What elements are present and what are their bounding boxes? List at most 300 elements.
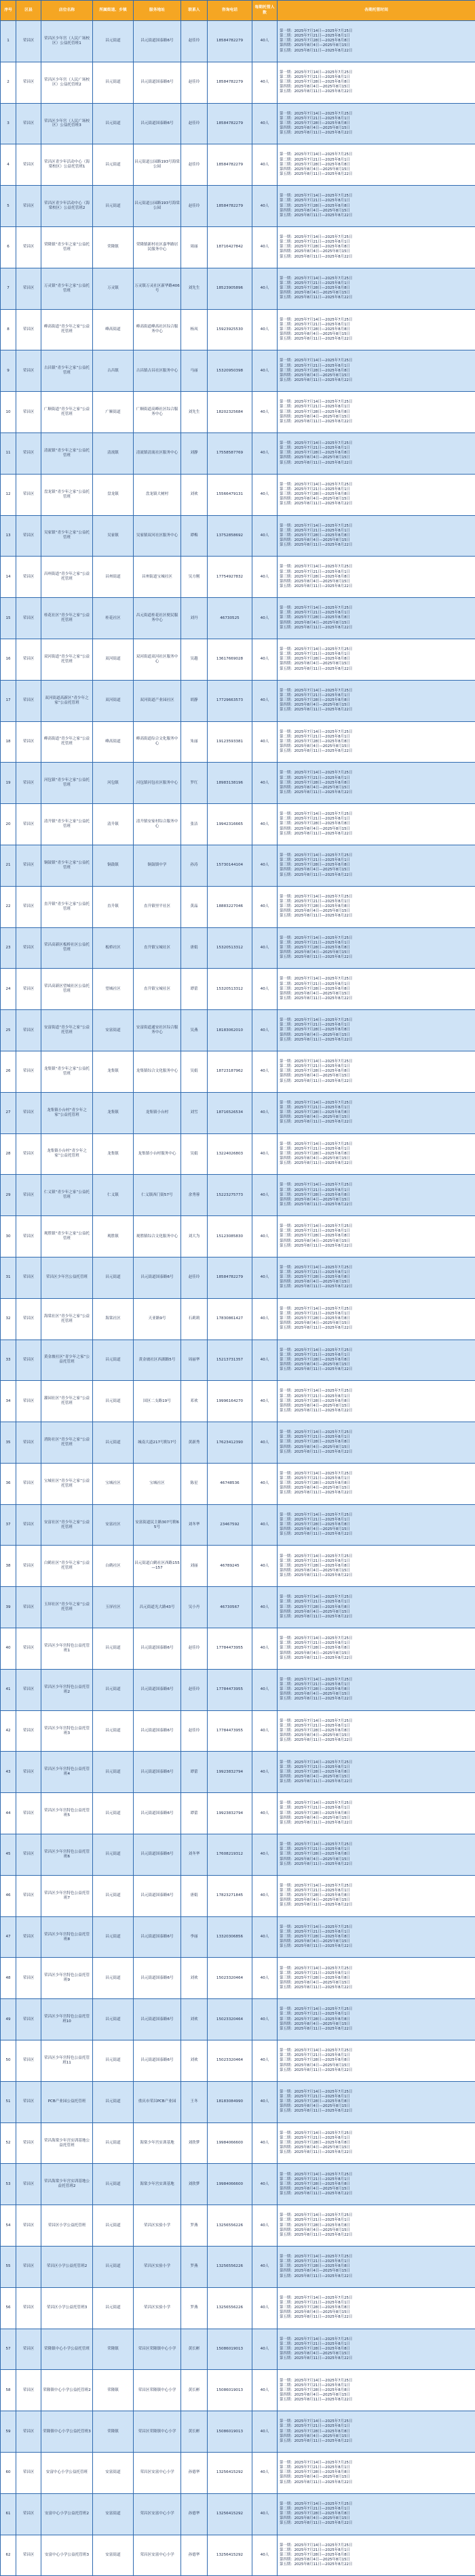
schedule-period: 第四期：2025年8月4日—2025年8月15日 [280, 2310, 474, 2315]
schedule-period: 第四期：2025年8月4日—2025年8月15日 [280, 1651, 474, 1656]
schedule-period: 第一期：2025年7月14日—2025年7月25日 [280, 1266, 474, 1270]
schedule-period: 第五期：2025年8月11日—2025年8月22日 [280, 1903, 474, 1908]
schedule-period: 第四期：2025年8月4日—2025年8月15日 [280, 1404, 474, 1409]
schedule-period: 第二期：2025年7月21日—2025年8月1日 [280, 1724, 474, 1729]
schedule-period: 第五期：2025年8月11日—2025年8月22日 [280, 255, 474, 260]
cell-street: 昌元街道 [93, 1916, 134, 1958]
schedule-period: 第二期：2025年7月21日—2025年8月1日 [280, 2466, 474, 2470]
cell-no: 20 [1, 804, 16, 845]
cell-schedule [278, 1216, 475, 1257]
schedule-period: 第二期：2025年7月21日—2025年8月1日 [280, 1518, 474, 1523]
cell-district: 荣昌区 [16, 21, 41, 62]
cell-site-name: 万灵镇“青少年之家”公益托管班 [41, 268, 93, 309]
cell-capacity: 40人 [252, 969, 278, 1010]
cell-phone: 17754927832 [208, 557, 252, 598]
schedule-period: 第二期：2025年7月21日—2025年8月1日 [280, 735, 474, 740]
schedule-period: 第四期：2025年8月4日—2025年8月15日 [280, 2187, 474, 2192]
schedule-period: 第一期：2025年7月14日—2025年7月25日 [280, 1060, 474, 1064]
cell-contact: 黄长彬 [181, 2329, 208, 2370]
schedule-period: 第五期：2025年8月11日—2025年8月22日 [280, 1285, 474, 1289]
schedule-period: 第三期：2025年7月28日—2025年8月8日 [280, 2141, 474, 2146]
cell-site-name: 荣隆镇中心小学公益托管班3 [41, 2411, 93, 2453]
schedule-period: 第一期：2025年7月14日—2025年7月25日 [280, 2419, 474, 2424]
schedule-period: 第二期：2025年7月21日—2025年8月1日 [280, 1394, 474, 1399]
cell-contact: 刘丽 [181, 1546, 208, 1587]
cell-no: 40 [1, 1628, 16, 1670]
cell-no: 54 [1, 2205, 16, 2247]
cell-street: 昌元街道 [93, 103, 134, 144]
cell-street: 荣隆镇 [93, 2329, 134, 2370]
schedule-period: 第五期：2025年8月11日—2025年8月22日 [280, 997, 474, 1001]
schedule-period: 第四期：2025年8月4日—2025年8月15日 [280, 1569, 474, 1573]
schedule-period: 第五期：2025年8月11日—2025年8月22日 [280, 1532, 474, 1537]
cell-capacity: 40人 [252, 1216, 278, 1257]
cell-district: 荣昌区 [16, 62, 41, 103]
cell-schedule [278, 2205, 475, 2247]
cell-schedule [278, 2122, 475, 2164]
schedule-period: 第四期：2025年8月4日—2025年8月15日 [280, 1527, 474, 1532]
cell-schedule [278, 639, 475, 680]
table-row [1, 1669, 475, 1710]
cell-street: 昌元街道 [93, 2081, 134, 2122]
cell-phone: 19984066600 [208, 2164, 252, 2205]
cell-street: 安富街道 [93, 2493, 134, 2535]
cell-site-name: 荣昌区青少年活动中心（海棠校区）公益托管班2 [41, 186, 93, 227]
schedule-period: 第三期：2025年7月28日—2025年8月8日 [280, 1935, 474, 1939]
schedule-period: 第三期：2025年7月28日—2025年8月8日 [280, 2430, 474, 2434]
cell-no: 12 [1, 474, 16, 515]
cell-no: 13 [1, 515, 16, 557]
schedule-period: 第二期：2025年7月21日—2025年8月1日 [280, 2012, 474, 2017]
cell-district: 荣昌区 [16, 1340, 41, 1381]
schedule-period: 第二期：2025年7月21日—2025年8月1日 [280, 1889, 474, 1893]
cell-address: 昌元街道白鹤社区西路155—157 [134, 1546, 181, 1587]
schedule-period: 第三期：2025年7月28日—2025年8月8日 [280, 1275, 474, 1280]
schedule-period: 第二期：2025年7月21日—2025年8月1日 [280, 982, 474, 987]
schedule-period: 第五期：2025年8月11日—2025年8月22日 [280, 2521, 474, 2526]
cell-site-name: 荣昌区少年宫（人民广场校区）公益托管班1 [41, 21, 93, 62]
schedule-period: 第四期：2025年8月4日—2025年8月15日 [280, 1939, 474, 1944]
schedule-period: 第一期：2025年7月14日—2025年7月25日 [280, 565, 474, 569]
cell-district: 荣昌区 [16, 309, 41, 350]
schedule-period: 第五期：2025年8月11日—2025年8月22日 [280, 2315, 474, 2320]
cell-contact: 罗燕 [181, 2247, 208, 2288]
cell-address: 昌元街道国泰路6号 [134, 1257, 181, 1298]
schedule-period: 第三期：2025年7月28日—2025年8月8日 [280, 1976, 474, 1981]
cell-no: 52 [1, 2122, 16, 2164]
cell-phone: 18523905896 [208, 268, 252, 309]
table-row [1, 1133, 475, 1175]
cell-schedule [278, 2081, 475, 2122]
cell-address: 峰高街道峰高社区综合服务中心 [134, 309, 181, 350]
table-row [1, 2493, 475, 2535]
cell-capacity: 40人 [252, 2122, 278, 2164]
schedule-period: 第一期：2025年7月14日—2025年7月25日 [280, 1183, 474, 1188]
cell-no: 28 [1, 1133, 16, 1175]
schedule-period: 第一期：2025年7月14日—2025年7月25日 [280, 277, 474, 281]
cell-schedule [278, 62, 475, 103]
cell-schedule [278, 1999, 475, 2040]
table-row [1, 1092, 475, 1133]
cell-address: 天亚路9号 [134, 1298, 181, 1340]
table-row [1, 2205, 475, 2247]
schedule-period: 第二期：2025年7月21日—2025年8月1日 [280, 34, 474, 39]
cell-street: 仁义镇 [93, 1175, 134, 1216]
cell-address: 仁义镇西门街57号 [134, 1175, 181, 1216]
cell-contact: 刘先生 [181, 268, 208, 309]
cell-address: 广顺街道高峰社区综合服务中心 [134, 392, 181, 433]
cell-phone: 18183062010 [208, 1010, 252, 1051]
table-row [1, 2164, 475, 2205]
cell-contact: 唐娟 [181, 1875, 208, 1916]
cell-capacity: 40人 [252, 2535, 278, 2576]
cell-address: 昌元街道国泰路6号 [134, 1916, 181, 1958]
cell-address: 昌元街道国泰路6号 [134, 1999, 181, 2040]
schedule-period: 第二期：2025年7月21日—2025年8月1日 [280, 693, 474, 698]
cell-address: 双河街道产业园社区 [134, 680, 181, 721]
table-row [1, 1958, 475, 1999]
schedule-period: 第一期：2025年7月14日—2025年7月25日 [280, 1843, 474, 1847]
cell-district: 荣昌区 [16, 2122, 41, 2164]
cell-phone: 18723187962 [208, 1051, 252, 1092]
cell-site-name: 荣昌高新区板桥社区公益托管班 [41, 927, 93, 969]
schedule-period: 第二期：2025年7月21日—2025年8月1日 [280, 2177, 474, 2182]
schedule-period: 第一期：2025年7月14日—2025年7月25日 [280, 1513, 474, 1518]
cell-capacity: 40人 [252, 1669, 278, 1710]
cell-no: 50 [1, 2040, 16, 2082]
table-row [1, 927, 475, 969]
schedule-period: 第二期：2025年7月21日—2025年8月1日 [280, 487, 474, 492]
cell-schedule [278, 268, 475, 309]
schedule-period: 第三期：2025年7月28日—2025年8月8日 [280, 451, 474, 456]
schedule-period: 第一期：2025年7月14日—2025年7月25日 [280, 400, 474, 405]
cell-site-name: 古昌镇“青少年之家”公益托管班 [41, 350, 93, 392]
cell-street: 昌元街道 [93, 2287, 134, 2329]
cell-phone: 17623412390 [208, 1422, 252, 1464]
cell-contact: 赵佳玲 [181, 1669, 208, 1710]
schedule-period: 第一期：2025年7月14日—2025年7月25日 [280, 1348, 474, 1353]
cell-address: 昌元街道公园路193号海棠公园 [134, 186, 181, 227]
schedule-period: 第一期：2025年7月14日—2025年7月25日 [280, 1801, 474, 1806]
cell-site-name: 昌州街道“青少年之家”公益托管班 [41, 557, 93, 598]
schedule-period: 第二期：2025年7月21日—2025年8月1日 [280, 2301, 474, 2306]
cell-street: 昌元街道 [93, 144, 134, 186]
cell-capacity: 40人 [252, 1546, 278, 1587]
cell-district: 荣昌区 [16, 1051, 41, 1092]
cell-contact: 朱丽 [181, 721, 208, 763]
cell-schedule [278, 1381, 475, 1422]
schedule-period: 第一期：2025年7月14日—2025年7月25日 [280, 2379, 474, 2383]
cell-district: 荣昌区 [16, 515, 41, 557]
schedule-period: 第四期：2025年8月4日—2025年8月15日 [280, 1610, 474, 1615]
schedule-period: 第五期：2025年8月11日—2025年8月22日 [280, 420, 474, 424]
schedule-period: 第三期：2025年7月28日—2025年8月8日 [280, 2182, 474, 2187]
cell-phone: 19123593381 [208, 721, 252, 763]
table-row [1, 2247, 475, 2288]
schedule-period: 第二期：2025年7月21日—2025年8月1日 [280, 2548, 474, 2553]
schedule-period: 第三期：2025年7月28日—2025年8月8日 [280, 1770, 474, 1775]
cell-schedule [278, 2164, 475, 2205]
cell-address: 昌元街道国泰路6号 [134, 1752, 181, 1793]
cell-schedule [278, 2535, 475, 2576]
cell-no: 33 [1, 1340, 16, 1381]
table-row [1, 1546, 475, 1587]
cell-no: 2 [1, 62, 16, 103]
cell-district: 荣昌区 [16, 2493, 41, 2535]
cell-schedule [278, 1834, 475, 1876]
schedule-period: 第三期：2025年7月28日—2025年8月8日 [280, 410, 474, 415]
schedule-period: 第二期：2025年7月21日—2025年8月1日 [280, 2136, 474, 2141]
cell-contact: 杨凤 [181, 309, 208, 350]
header-district: 区县 [16, 1, 41, 21]
cell-contact: 罗燕 [181, 2287, 208, 2329]
cell-phone: 13224026803 [208, 1133, 252, 1175]
cell-no: 43 [1, 1752, 16, 1793]
cell-district: 荣昌区 [16, 721, 41, 763]
cell-contact: 王冬 [181, 2081, 208, 2122]
cell-schedule [278, 1092, 475, 1133]
schedule-period: 第五期：2025年8月11日—2025年8月22日 [280, 2356, 474, 2361]
cell-schedule [278, 2493, 475, 2535]
cell-district: 荣昌区 [16, 639, 41, 680]
cell-contact: 孙德华 [181, 2493, 208, 2535]
table-row [1, 2081, 475, 2122]
schedule-period: 第一期：2025年7月14日—2025年7月25日 [280, 1719, 474, 1724]
table-row [1, 557, 475, 598]
schedule-period: 第三期：2025年7月28日—2025年8月8日 [280, 2223, 474, 2228]
cell-phone: 17784473955 [208, 1628, 252, 1670]
schedule-period: 第五期：2025年8月11日—2025年8月22日 [280, 1203, 474, 1207]
schedule-period: 第二期：2025年7月21日—2025年8月1日 [280, 1683, 474, 1687]
cell-address: 龙集镇综合文化服务中心 [134, 1051, 181, 1092]
cell-site-name: 河包镇“青少年之家”公益托管班 [41, 763, 93, 804]
schedule-period: 第三期：2025年7月28日—2025年8月8日 [280, 987, 474, 992]
header-capacity: 每期托管人数 [252, 1, 278, 21]
cell-no: 59 [1, 2411, 16, 2453]
table-row [1, 2411, 475, 2453]
cell-no: 1 [1, 21, 16, 62]
cell-capacity: 40人 [252, 144, 278, 186]
cell-site-name: 盘龙镇“青少年之家”公益托管班 [41, 474, 93, 515]
cell-site-name: 峰高街道“青少年之家”公益托管班 [41, 309, 93, 350]
cell-street: 吴家镇 [93, 515, 134, 557]
cell-no: 36 [1, 1463, 16, 1504]
cell-street: 峰高街道 [93, 309, 134, 350]
cell-phone: 15320513312 [208, 927, 252, 969]
schedule-period: 第三期：2025年7月28日—2025年8月8日 [280, 1811, 474, 1816]
cell-district: 荣昌区 [16, 144, 41, 186]
schedule-period: 第五期：2025年8月11日—2025年8月22日 [280, 1161, 474, 1166]
cell-capacity: 40人 [252, 2287, 278, 2329]
cell-site-name: 荣昌区少年宫特色公益托管班9 [41, 1958, 93, 1999]
cell-street: 昌元街道 [93, 1381, 134, 1422]
cell-capacity: 40人 [252, 309, 278, 350]
cell-street: 昌元街道 [93, 2040, 134, 2082]
schedule-period: 第五期：2025年8月11日—2025年8月22日 [280, 131, 474, 136]
cell-district: 荣昌区 [16, 1587, 41, 1628]
schedule-period: 第四期：2025年8月4日—2025年8月15日 [280, 703, 474, 708]
cell-address: 荣昌区安富中心小学 [134, 2453, 181, 2494]
schedule-period: 第一期：2025年7月14日—2025年7月25日 [280, 1678, 474, 1683]
cell-address: 安富街道民主路307号附65号 [134, 1504, 181, 1546]
cell-no: 29 [1, 1175, 16, 1216]
cell-district: 荣昌区 [16, 1793, 41, 1834]
cell-no: 60 [1, 2453, 16, 2494]
cell-contact: 刘欢 [181, 2040, 208, 2082]
cell-street: 峰高街道 [93, 721, 134, 763]
cell-address: 古昌镇古昌社区服务中心 [134, 350, 181, 392]
schedule-period: 第三期：2025年7月28日—2025年8月8日 [280, 2512, 474, 2516]
cell-no: 58 [1, 2370, 16, 2411]
schedule-period: 第四期：2025年8月4日—2025年8月15日 [280, 209, 474, 214]
cell-contact: 李丽 [181, 1916, 208, 1958]
cell-district: 荣昌区 [16, 1916, 41, 1958]
cell-schedule [278, 1916, 475, 1958]
cell-street: 昌元街道 [93, 21, 134, 62]
cell-phone: 17608219312 [208, 1834, 252, 1876]
cell-street: 荣隆镇 [93, 2411, 134, 2453]
schedule-period: 第一期：2025年7月14日—2025年7月25日 [280, 2543, 474, 2548]
table-row [1, 1463, 475, 1504]
cell-phone: 18584782279 [208, 1257, 252, 1298]
cell-street: 荣隆镇 [93, 2370, 134, 2411]
cell-address: 龙集镇小台村 [134, 1092, 181, 1133]
cell-capacity: 40人 [252, 226, 278, 268]
cell-phone: 13256556226 [208, 2287, 252, 2329]
schedule-period: 第四期：2025年8月4日—2025年8月15日 [280, 1239, 474, 1244]
cell-address: 城南大道217号附17号 [134, 1422, 181, 1464]
cell-street: 昌元街道 [93, 1958, 134, 1999]
cell-address: 万灵镇万灵社区新华路406号 [134, 268, 181, 309]
schedule-period: 第五期：2025年8月11日—2025年8月22日 [280, 2480, 474, 2485]
schedule-period: 第五期：2025年8月11日—2025年8月22日 [280, 461, 474, 466]
cell-street: 安富街道 [93, 2453, 134, 2494]
schedule-period: 第一期：2025年7月14日—2025年7月25日 [280, 194, 474, 199]
schedule-period: 第三期：2025年7月28日—2025年8月8日 [280, 2347, 474, 2352]
cell-contact: 邓欢 [181, 1381, 208, 1422]
cell-contact: 刘欣梦 [181, 2122, 208, 2164]
schedule-period: 第一期：2025年7月14日—2025年7月25日 [280, 977, 474, 982]
cell-schedule [278, 763, 475, 804]
cell-address: 铜鼓镇中学 [134, 845, 181, 886]
schedule-period: 第一期：2025年7月14日—2025年7月25日 [280, 1884, 474, 1889]
table-row [1, 103, 475, 144]
cell-district: 荣昌区 [16, 474, 41, 515]
cell-district: 荣昌区 [16, 1958, 41, 1999]
cell-site-name: 双河街道高新区“青少年之家”公益托管班 [41, 680, 93, 721]
schedule-period: 第一期：2025年7月14日—2025年7月25日 [280, 812, 474, 817]
schedule-period: 第一期：2025年7月14日—2025年7月25日 [280, 29, 474, 34]
cell-capacity: 40人 [252, 350, 278, 392]
cell-no: 10 [1, 392, 16, 433]
header-address: 服务地址 [134, 1, 181, 21]
schedule-period: 第一期：2025年7月14日—2025年7月25日 [280, 1472, 474, 1476]
schedule-period: 第五期：2025年8月11日—2025年8月22日 [280, 2192, 474, 2196]
schedule-period: 第四期：2025年8月4日—2025年8月15日 [280, 497, 474, 502]
schedule-period: 第二期：2025年7月21日—2025年8月1日 [280, 2218, 474, 2223]
cell-schedule [278, 598, 475, 639]
cell-street: 龙集镇 [93, 1133, 134, 1175]
schedule-period: 第三期：2025年7月28日—2025年8月8日 [280, 245, 474, 249]
cell-phone: 15023320464 [208, 2040, 252, 2082]
cell-district: 荣昌区 [16, 845, 41, 886]
table-row [1, 2535, 475, 2576]
table-row [1, 515, 475, 557]
cell-site-name: 安富街道“青少年之家”公益托管班 [41, 1010, 93, 1051]
cell-address: 荣昌区荣隆镇中心小学 [134, 2411, 181, 2453]
schedule-period: 第三期：2025年7月28日—2025年8月8日 [280, 1687, 474, 1692]
cell-capacity: 40人 [252, 1999, 278, 2040]
cell-district: 荣昌区 [16, 1875, 41, 1916]
schedule-period: 第四期：2025年8月4日—2025年8月15日 [280, 992, 474, 997]
cell-capacity: 40人 [252, 1092, 278, 1133]
cell-phone: 15213731357 [208, 1340, 252, 1381]
schedule-period: 第一期：2025年7月14日—2025年7月25日 [280, 895, 474, 900]
schedule-period: 第三期：2025年7月28日—2025年8月8日 [280, 204, 474, 209]
cell-phone: 18584782279 [208, 144, 252, 186]
cell-site-name: 黄金坡社区“青少年之家”公益托管班 [41, 1340, 93, 1381]
schedule-period: 第四期：2025年8月4日—2025年8月15日 [280, 167, 474, 172]
schedule-period: 第四期：2025年8月4日—2025年8月15日 [280, 1280, 474, 1285]
cell-capacity: 40人 [252, 927, 278, 969]
cell-phone: 18202325684 [208, 392, 252, 433]
schedule-period: 第五期：2025年8月11日—2025年8月22日 [280, 2233, 474, 2238]
schedule-period: 第三期：2025年7月28日—2025年8月8日 [280, 492, 474, 497]
cell-site-name: 安富中心小学公益托管班3 [41, 2535, 93, 2576]
schedule-period: 第一期：2025年7月14日—2025年7月25日 [280, 359, 474, 363]
cell-no: 11 [1, 432, 16, 474]
cell-capacity: 40人 [252, 2040, 278, 2082]
cell-district: 荣昌区 [16, 1834, 41, 1876]
cell-contact: 赵佳玲 [181, 62, 208, 103]
schedule-period: 第一期：2025年7月14日—2025年7月25日 [280, 2296, 474, 2301]
cell-street: 安富街道 [93, 2535, 134, 2576]
cell-site-name: 广顺街道“青少年之家”公益托管班 [41, 392, 93, 433]
cell-phone: 17823271845 [208, 1875, 252, 1916]
schedule-period: 第二期：2025年7月21日—2025年8月1日 [280, 611, 474, 616]
cell-no: 22 [1, 886, 16, 927]
schedule-period: 第五期：2025年8月11日—2025年8月22日 [280, 172, 474, 177]
schedule-period: 第一期：2025年7月14日—2025年7月25日 [280, 1142, 474, 1147]
cell-no: 39 [1, 1587, 16, 1628]
schedule-period: 第五期：2025年8月11日—2025年8月22日 [280, 749, 474, 754]
cell-contact: 赵佳玲 [181, 144, 208, 186]
cell-district: 荣昌区 [16, 1175, 41, 1216]
cell-site-name: 荣昌区小学公益托管班3 [41, 2287, 93, 2329]
schedule-period: 第三期：2025年7月28日—2025年8月8日 [280, 121, 474, 126]
cell-phone: 17784473955 [208, 1669, 252, 1710]
cell-capacity: 40人 [252, 432, 278, 474]
schedule-period: 第二期：2025年7月21日—2025年8月1日 [280, 2424, 474, 2429]
cell-district: 荣昌区 [16, 268, 41, 309]
cell-district: 荣昌区 [16, 2205, 41, 2247]
schedule-period: 第二期：2025年7月21日—2025年8月1日 [280, 529, 474, 534]
schedule-period: 第二期：2025年7月21日—2025年8月1日 [280, 117, 474, 121]
schedule-period: 第二期：2025年7月21日—2025年8月1日 [280, 1559, 474, 1564]
cell-address: 昌元街道国泰路6号 [134, 62, 181, 103]
cell-site-name: 仁义镇“青少年之家”公益托管班 [41, 1175, 93, 1216]
cell-contact: 周丽华 [181, 1340, 208, 1381]
schedule-period: 第五期：2025年8月11日—2025年8月22日 [280, 667, 474, 672]
cell-address: 清升镇安家村综合服务中心 [134, 804, 181, 845]
cell-address: 国区二支路19号 [134, 1381, 181, 1422]
schedule-period: 第三期：2025年7月28日—2025年8月8日 [280, 1316, 474, 1321]
cell-address: 直升镇里平社区 [134, 886, 181, 927]
schedule-period: 第三期：2025年7月28日—2025年8月8日 [280, 369, 474, 374]
cell-district: 荣昌区 [16, 1133, 41, 1175]
cell-no: 3 [1, 103, 16, 144]
cell-address: 盘龙镇大树村 [134, 474, 181, 515]
